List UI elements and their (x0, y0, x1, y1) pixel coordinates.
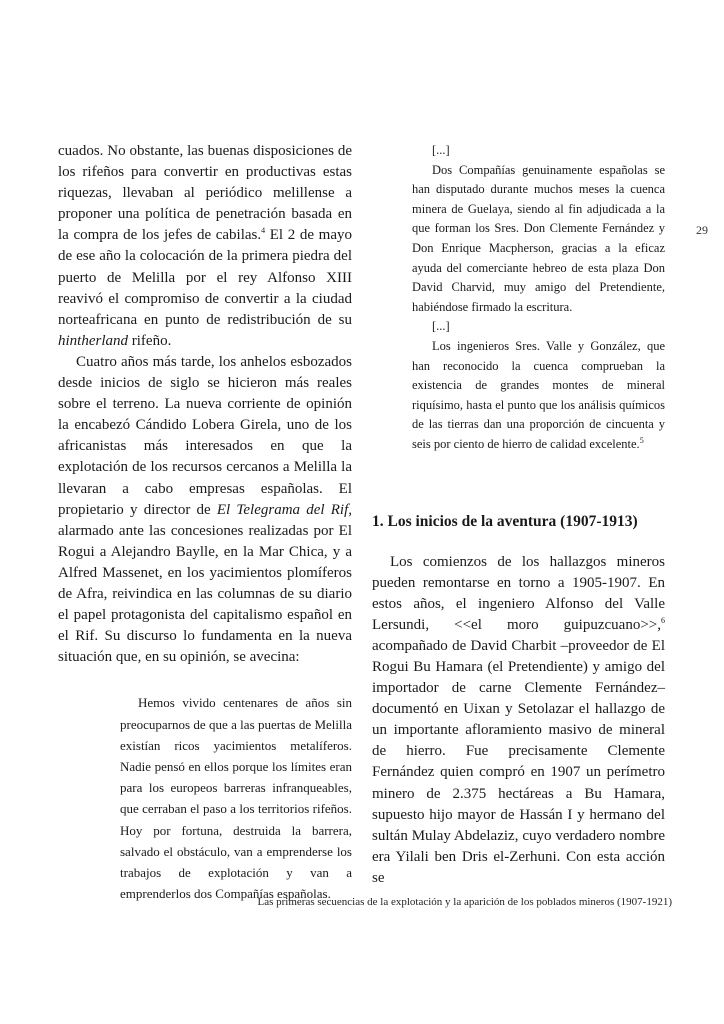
right-column (372, 141, 665, 889)
quote-paragraph: Los ingenieros Sres. Valle y González, que han reconocido la cuenca comprueban la existencia de grandes montes de mineral riquísimo, hasta el punto que los análisis químicos de las tierras dan una proporción de cincuenta y seis por ciento de hierro de calidad excelente.$^5$ (412, 338, 665, 451)
running-footer: Las primeras secuencias de la explotación y la aparición de los poblados mineros (1907-1921) (257, 896, 672, 908)
section-heading: 1. Los inicios de la aventura (1907-1913) (372, 512, 638, 530)
footnote-ref: 4 (261, 226, 266, 236)
ellipsis-marker: [...] (432, 319, 450, 334)
footnote-ref: 6 (661, 615, 665, 625)
newspaper-title: El Telegrama del Rif, (216, 501, 352, 518)
page-number: 29 (696, 223, 708, 237)
block-quote (412, 141, 665, 455)
body-paragraph: Los comienzos de los hallazgos mineros pueden remontarse en torno a 1905-1907. En estos años, el ingeniero Alfonso del Valle Lersundi, <<el moro guipuzcuano>>,$^6$ acompañado de David Charbit –proveedor de El Rogui Bu Hamara (el Pretendiente) y amigo del importador de carne Clemente Fernández– documentó en Uixan y Setolazar el hallazgo de un importante afloramiento masivo de mineral de hierro. Fue precisamente Clemente Fernández quien compró en 1907 un perímetro minero de 2.375 hectáreas a Bu Hamara, supuesto hijo mayor de Hassán I y hermano del sultán Mulay Abdelaziz, cuyo verdadero nombre era Yilali ben Dris el-Zerhuni. Con esta acción se (372, 553, 665, 886)
block-quote: Hemos vivido centenares de años sin preocuparnos de que a las puertas de Melilla existían ricos yacimientos metalíferos. Nadie pensó en ellos porque los límites eran para los europeos barreras infranqueables, que cerraban el paso a los territorios rifeños. Hoy por fortuna, destruida la barrera, salvado el obstáculo, van a emprenderse los trabajos de explotación y van a emprenderlos dos Compañías españolas. (120, 695, 352, 902)
ellipsis-marker: [...] (432, 143, 450, 157)
footnote-ref: 5 (639, 435, 644, 445)
left-column (58, 141, 352, 904)
italic-term: hintherland (58, 332, 128, 349)
body-paragraph: Cuatro años más tarde, los anhelos esbozados desde inicios de siglo se hicieron más reales sobre el terreno. La nueva corriente de opinión la encabezó Cándido Lobera Girela, uno de los africanistas más interesados en que la explotación de los recursos cercanos a Melilla la llevaran a cabo empresas españolas. El propietario y director de El Telegrama del Rif, alarmado ante las concesiones realizadas por El Rogui a Alejandro Baylle, en la Mar Chica, y a Alfred Massenet, en los yacimientos plomíferos de Afra, reivindica en las columnas de su diario el papel protagonista del capitalismo español en el Rif. Su discurso lo fundamenta en la nueva situación que, en su opinión, se avecina: (58, 353, 352, 666)
quote-paragraph: Dos Compañías genuinamente españolas se han disputado durante muchos meses la cuenca minera de Guelaya, siendo al fin adjudicada a la que forman los Sres. Don Clemente Fernández y Don Enrique Macpherson, gracias a la eficaz ayuda del comerciante hebreo de esta plaza Don David Charvid, muy amigo del Pretendiente, habiéndose firmado la escritura. (412, 162, 665, 314)
body-paragraph: cuados. No obstante, las buenas disposiciones de los rifeños para convertir en productivas estas riquezas, llevaban al periódico melillense a proponer una política de penetración basada en la compra de los jefes de cabilas.$^4$ El 2 de mayo de ese año la colocación de la primera piedra del puerto de Melilla por el rey Alfonso XIII reavivó el compromiso de convertir a la ciudad norteafricana en punto de redistribución de su hintherland rifeño. (58, 143, 352, 349)
